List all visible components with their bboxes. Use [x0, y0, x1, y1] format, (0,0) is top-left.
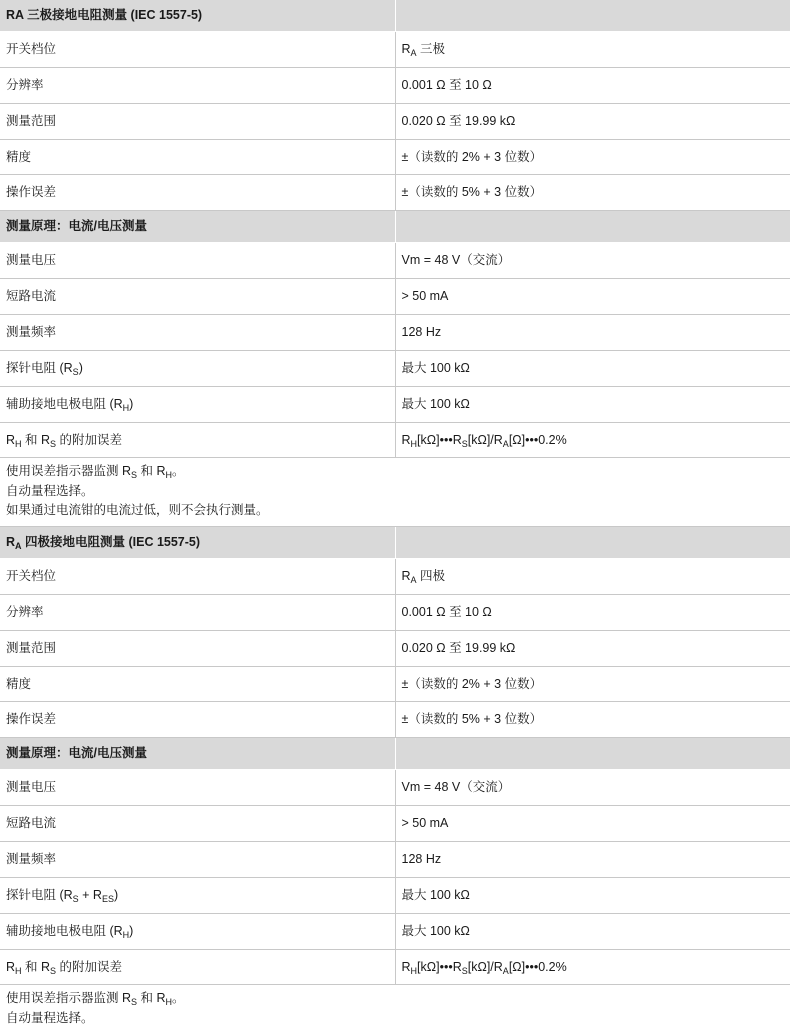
note-auto-range-1 — [0, 482, 790, 501]
row-measuring-voltage-value: Vm = 48 V（交流） — [395, 243, 790, 279]
row-accuracy-label: 精度 — [0, 139, 395, 175]
row-measuring-range-2 — [0, 630, 790, 666]
note-error-indicator-1 — [0, 458, 790, 482]
section-ra-4pole-label: $R_A$ 四极接地电阻测量 (IEC 1557-5) — [0, 527, 395, 559]
row-measuring-frequency-value: 128 Hz — [395, 314, 790, 350]
row-switch-position-label: 开关档位 — [0, 31, 395, 67]
section-ra-4pole-spacer — [395, 527, 790, 559]
note-error-indicator-1-text: 使用误差指示器监测 $R_S$ 和 $R_H$。 — [6, 464, 185, 481]
section-measuring-principle-1 — [0, 211, 790, 243]
row-measuring-frequency-2 — [0, 841, 790, 877]
row-short-circuit-current-label: 短路电流 — [0, 279, 395, 315]
row-resolution-2-value: 0.001 Ω 至 10 Ω — [395, 594, 790, 630]
row-short-circuit-current-2 — [0, 806, 790, 842]
row-measuring-frequency-2-value: 128 Hz — [395, 841, 790, 877]
row-measuring-range-value: 0.020 Ω 至 19.99 kΩ — [395, 103, 790, 139]
note-error-indicator-2-text: 使用误差指示器监测 $R_S$ 和 $R_H$。 — [6, 991, 185, 1008]
row-additional-error-2 — [0, 949, 790, 985]
row-additional-error-label: $R_H$ 和 $R_S$ 的附加误差 — [0, 422, 395, 458]
row-probe-resistance — [0, 350, 790, 386]
row-short-circuit-current — [0, 279, 790, 315]
row-measuring-frequency-2-label: 测量频率 — [0, 841, 395, 877]
row-operating-error-2 — [0, 702, 790, 738]
row-auxiliary-earth-electrode-resistance — [0, 386, 790, 422]
row-probe-resistance-2-value: 最大 100 kΩ — [395, 877, 790, 913]
row-accuracy-2-value: ±（读数的 2% + 3 位数） — [395, 666, 790, 702]
row-resolution-value: 0.001 Ω 至 10 Ω — [395, 67, 790, 103]
row-additional-error — [0, 422, 790, 458]
note-auto-range-2-text: 自动量程选择。 — [6, 1011, 94, 1026]
row-operating-error-2-label: 操作误差 — [0, 702, 395, 738]
section-measuring-principle-1-spacer — [395, 211, 790, 243]
row-auxiliary-earth-electrode-resistance-value: 最大 100 kΩ — [395, 386, 790, 422]
row-auxiliary-earth-electrode-resistance-2 — [0, 913, 790, 949]
row-accuracy — [0, 139, 790, 175]
section-ra-4pole — [0, 527, 790, 559]
row-probe-resistance-label: 探针电阻 $(R_S)$ — [0, 350, 395, 386]
row-additional-error-value: $R_H[k\Omega]•••R_S[k\Omega]/R_A[\Omega]•••0.2\%$ — [395, 422, 790, 458]
section-ra-3pole — [0, 0, 790, 31]
row-measuring-frequency — [0, 314, 790, 350]
row-short-circuit-current-value: > 50 mA — [395, 279, 790, 315]
row-operating-error — [0, 175, 790, 211]
row-resolution — [0, 67, 790, 103]
row-measuring-voltage-2-label: 测量电压 — [0, 770, 395, 806]
row-measuring-range-2-label: 测量范围 — [0, 630, 395, 666]
note-low-current-1 — [0, 501, 790, 526]
note-auto-range-2 — [0, 1009, 790, 1028]
row-accuracy-2-label: 精度 — [0, 666, 395, 702]
row-switch-position-2-label: 开关档位 — [0, 558, 395, 594]
row-measuring-voltage-2 — [0, 770, 790, 806]
row-probe-resistance-2 — [0, 877, 790, 913]
row-measuring-voltage — [0, 243, 790, 279]
row-measuring-voltage-2-value: Vm = 48 V（交流） — [395, 770, 790, 806]
row-measuring-range — [0, 103, 790, 139]
row-short-circuit-current-2-value: > 50 mA — [395, 806, 790, 842]
row-measuring-range-2-value: 0.020 Ω 至 19.99 kΩ — [395, 630, 790, 666]
section-measuring-principle-2-label: 测量原理：电流/电压测量 — [0, 738, 395, 770]
section-ra-3pole-label: RA 三极接地电阻测量 (IEC 1557-5) — [0, 0, 395, 31]
row-operating-error-label: 操作误差 — [0, 175, 395, 211]
note-error-indicator-2 — [0, 985, 790, 1009]
row-accuracy-value: ±（读数的 2% + 3 位数） — [395, 139, 790, 175]
row-probe-resistance-2-label: 探针电阻 $(R_S + R_{ES})$ — [0, 877, 395, 913]
row-measuring-range-label: 测量范围 — [0, 103, 395, 139]
row-switch-position — [0, 31, 790, 67]
note-auto-range-1-text: 自动量程选择。 — [6, 484, 94, 499]
row-auxiliary-earth-electrode-resistance-2-value: 最大 100 kΩ — [395, 913, 790, 949]
section-measuring-principle-2-spacer — [395, 738, 790, 770]
row-accuracy-2 — [0, 666, 790, 702]
row-switch-position-value: $R_A$ 三极 — [395, 31, 790, 67]
row-switch-position-2-value: $R_A$ 四极 — [395, 558, 790, 594]
row-measuring-frequency-label: 测量频率 — [0, 314, 395, 350]
section-measuring-principle-1-label: 测量原理：电流/电压测量 — [0, 211, 395, 243]
section-ra-3pole-spacer — [395, 0, 790, 31]
row-probe-resistance-value: 最大 100 kΩ — [395, 350, 790, 386]
note-low-current-1-text: 如果通过电流钳的电流过低，则不会执行测量。 — [0, 501, 790, 526]
row-operating-error-value: ±（读数的 5% + 3 位数） — [395, 175, 790, 211]
row-additional-error-2-value: $R_H[k\Omega]•••R_S[k\Omega]/R_A[\Omega]•••0.2\%$ — [395, 949, 790, 985]
section-measuring-principle-2 — [0, 738, 790, 770]
row-resolution-2-label: 分辨率 — [0, 594, 395, 630]
row-resolution-2 — [0, 594, 790, 630]
row-switch-position-2 — [0, 558, 790, 594]
row-short-circuit-current-2-label: 短路电流 — [0, 806, 395, 842]
row-additional-error-2-label: $R_H$ 和 $R_S$ 的附加误差 — [0, 949, 395, 985]
row-auxiliary-earth-electrode-resistance-label: 辅助接地电极电阻 $(R_H)$ — [0, 386, 395, 422]
row-measuring-voltage-label: 测量电压 — [0, 243, 395, 279]
row-auxiliary-earth-electrode-resistance-2-label: 辅助接地电极电阻 $(R_H)$ — [0, 913, 395, 949]
row-operating-error-2-value: ±（读数的 5% + 3 位数） — [395, 702, 790, 738]
row-resolution-label: 分辨率 — [0, 67, 395, 103]
